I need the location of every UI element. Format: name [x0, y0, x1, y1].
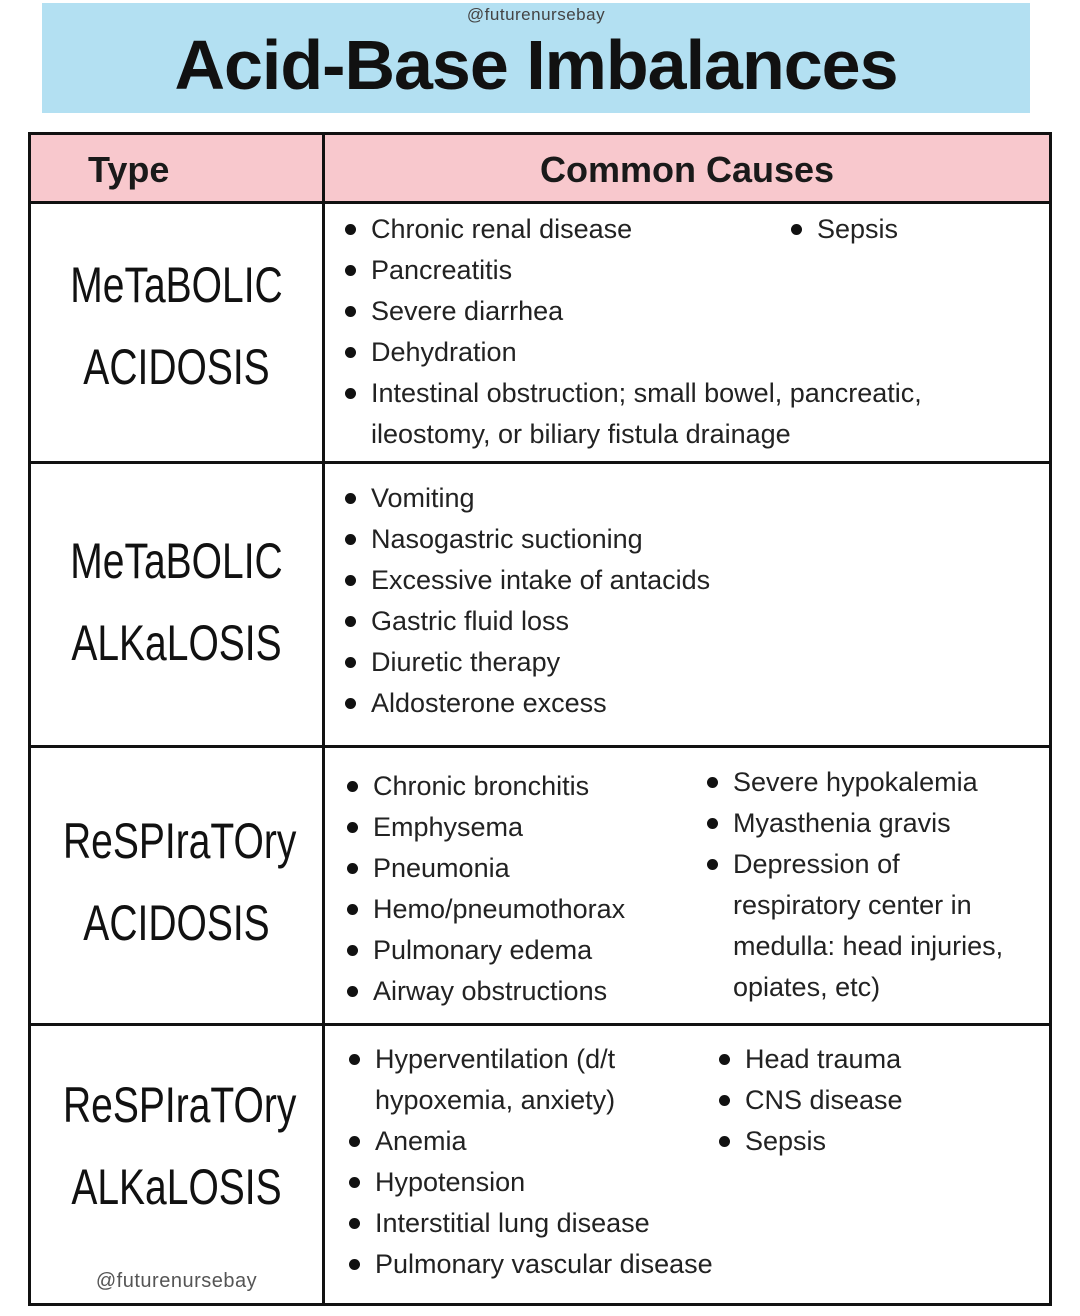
list-item: Dehydration [339, 332, 1039, 373]
list-item: Hemo/pneumothorax [341, 889, 701, 930]
header-cell-type [31, 135, 325, 201]
watermark-handle-bottom: @futurenursebay [95, 1270, 258, 1292]
table-row-metabolic-alkalosis [31, 461, 1049, 745]
list-item: Intestinal obstruction; small bowel, pancreatic, ileostomy, or biliary fistula drainage [339, 373, 1031, 455]
list-item: Depression of respiratory center in medulla: head injuries, opiates, etc) [701, 844, 1023, 1008]
list-item: Pulmonary edema [341, 930, 701, 971]
type-cell [31, 1026, 325, 1303]
list-item: Pancreatitis [339, 250, 1039, 291]
list-item: Chronic renal disease [339, 209, 1039, 250]
type-label-line2: ALKaLOSIS [71, 615, 282, 671]
causes-list-secondary [713, 1039, 1013, 1162]
type-cell [31, 464, 325, 745]
causes-cell [325, 1026, 1049, 1303]
type-label-line1: ReSPIraTOry [63, 813, 297, 869]
list-item: Vomiting [339, 478, 1019, 519]
list-item: Pneumonia [341, 848, 701, 889]
causes-cell [325, 204, 1049, 461]
causes-list-primary [339, 478, 1019, 724]
list-item: Interstitial lung disease [343, 1203, 713, 1244]
causes-list-primary [341, 766, 701, 1012]
list-item: Nasogastric suctioning [339, 519, 1019, 560]
type-label-line1: ReSPIraTOry [63, 1077, 297, 1133]
table-row-respiratory-acidosis [31, 745, 1049, 1023]
list-item: Hypotension [343, 1162, 713, 1203]
title-banner [42, 3, 1030, 113]
list-item: Sepsis [785, 209, 985, 250]
list-item: Aldosterone excess [339, 683, 1019, 724]
type-label-line2: ACIDOSIS [83, 895, 270, 951]
table-header-row [31, 135, 1049, 201]
type-cell [31, 748, 325, 1023]
watermark-handle-top: @futurenursebay [466, 5, 606, 24]
causes-cell [325, 464, 1049, 745]
type-label-line2: ACIDOSIS [83, 339, 270, 395]
table-row-respiratory-alkalosis [31, 1023, 1049, 1303]
causes-cell [325, 748, 1049, 1023]
causes-list-secondary [785, 209, 985, 250]
list-item: Severe hypokalemia [701, 762, 1031, 803]
list-item: Chronic bronchitis [341, 766, 701, 807]
type-cell [31, 204, 325, 461]
list-item: Severe diarrhea [339, 291, 1039, 332]
type-label-line1: MeTaBOLIC [70, 533, 283, 589]
header-cell-causes [325, 135, 1049, 201]
list-item: Myasthenia gravis [701, 803, 1031, 844]
list-item: Pulmonary vascular disease [343, 1244, 835, 1285]
list-item: Hyperventilation (d/t hypoxemia, anxiety) [343, 1039, 695, 1121]
list-item: Excessive intake of antacids [339, 560, 1019, 601]
table-row-metabolic-acidosis [31, 201, 1049, 461]
list-item: Airway obstructions [341, 971, 701, 1012]
acid-base-table [28, 132, 1052, 1306]
list-item: Diuretic therapy [339, 642, 1019, 683]
page-title: Acid-Base Imbalances [174, 26, 898, 104]
type-label-line1: MeTaBOLIC [70, 257, 283, 313]
list-item: Gastric fluid loss [339, 601, 1019, 642]
column-header-causes: Common Causes [539, 149, 835, 190]
list-item: CNS disease [713, 1080, 1013, 1121]
list-item: Anemia [343, 1121, 713, 1162]
column-header-type: Type [88, 149, 170, 190]
list-item: Emphysema [341, 807, 701, 848]
list-item: Head trauma [713, 1039, 1013, 1080]
type-label-line2: ALKaLOSIS [71, 1159, 282, 1215]
causes-list-secondary [701, 762, 1031, 1008]
list-item: Sepsis [713, 1121, 1013, 1162]
causes-list-primary [343, 1039, 713, 1285]
